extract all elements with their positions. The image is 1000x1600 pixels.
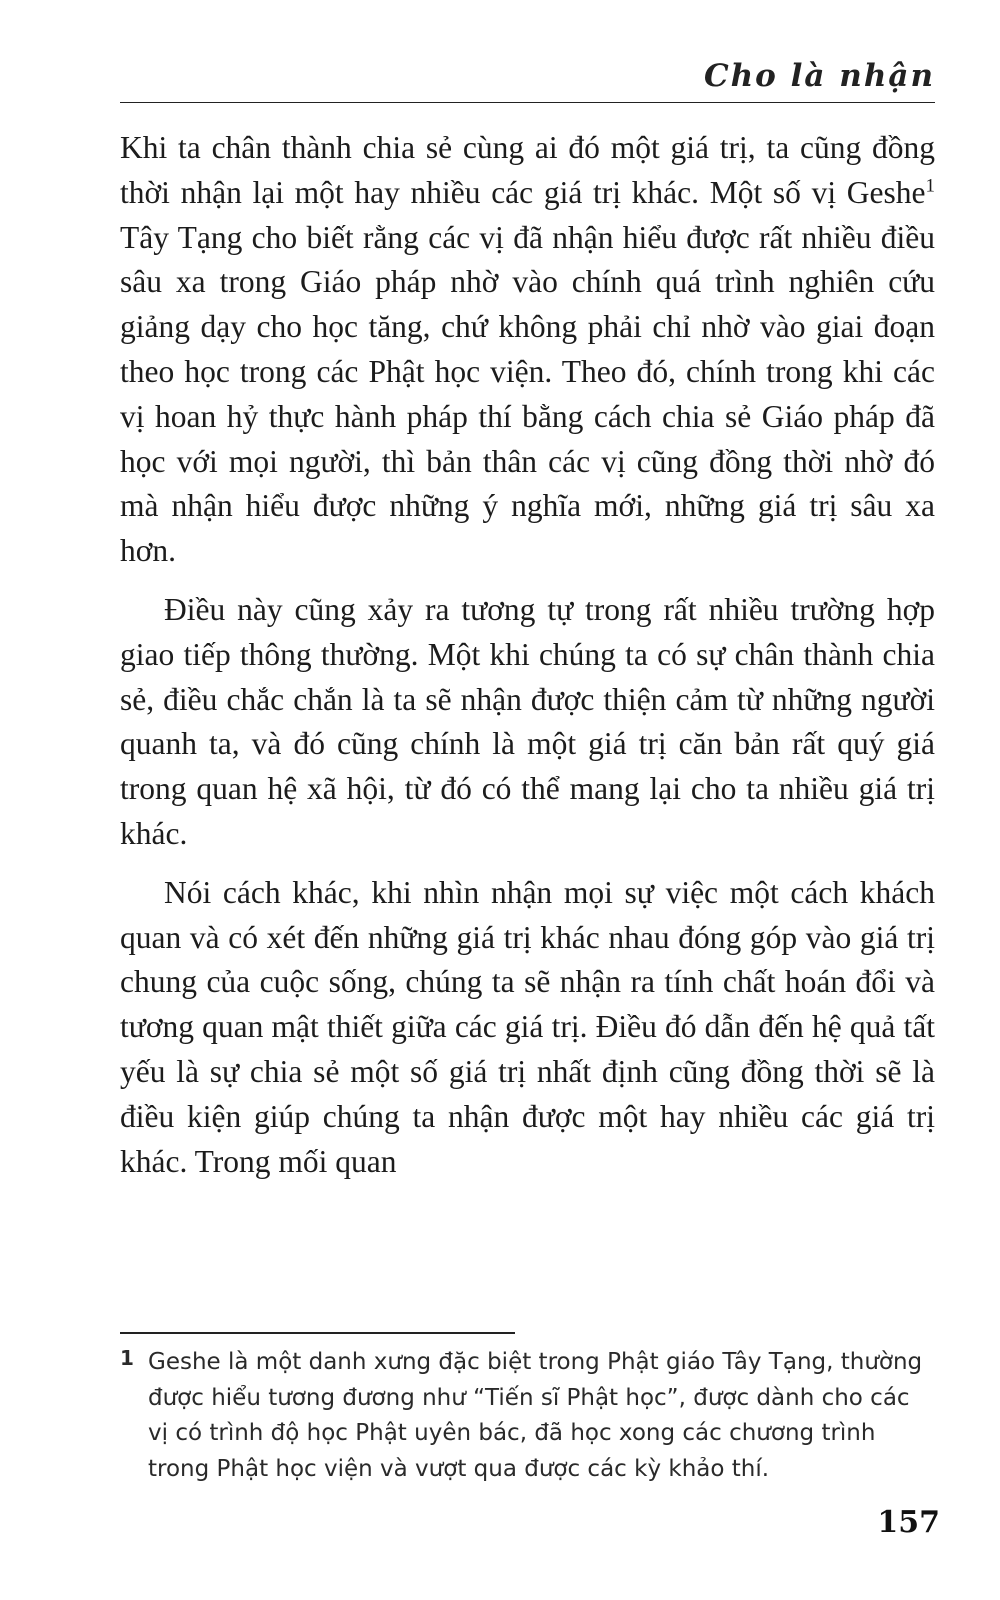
- footnote-reference: 1: [925, 175, 935, 197]
- paragraph-1-end: Tây Tạng cho biết rằng các vị đã nhận hiểu được rất nhiều điều sâu xa trong Giáo pháp nhờ vào chính quá trình nghiên cứu giảng dạy cho học tăng, chứ không phải chỉ nhờ vào giai đoạn theo học trong các Phật học viện. Theo đó, chính trong khi các vị hoan hỷ thực hành pháp thí bằng cách chia sẻ Giáo pháp đã học với mọi người, thì bản thân các vị cũng đồng thời nhờ đó mà nhận hiểu được những ý nghĩa mới, những giá trị sâu xa hơn.: [120, 219, 935, 569]
- paragraph-3: Nói cách khác, khi nhìn nhận mọi sự việc một cách khách quan và có xét đến những giá trị khác nhau đóng góp vào giá trị chung của cuộc sống, chúng ta sẽ nhận ra tính chất hoán đổi và tương quan mật thiết giữa các giá trị. Điều đó dẫn đến hệ quả tất yếu là sự chia sẻ một số giá trị nhất định cũng đồng thời sẽ là điều kiện giúp chúng ta nhận được một hay nhiều các giá trị khác. Trong mối quan: [120, 874, 935, 1179]
- footnote-divider: [120, 1332, 515, 1334]
- page-number: 157: [877, 1505, 940, 1540]
- main-text: [120, 126, 935, 1184]
- paragraph-2: Điều này cũng xảy ra tương tự trong rất nhiều trường hợp giao tiếp thông thường. Một khi chúng ta có sự chân thành chia sẻ, điều chắc chắn là ta sẽ nhận được thiện cảm từ những người quanh ta, và đó cũng chính là một giá trị căn bản rất quý giá trong quan hệ xã hội, từ đó có thể mang lại cho ta nhiều giá trị khác.: [120, 591, 935, 851]
- footnote-number: 1: [120, 1346, 134, 1370]
- paragraph-1: [120, 126, 935, 574]
- footnote: [120, 1345, 935, 1487]
- footnote-text: Geshe là một danh xưng đặc biệt trong Phật giáo Tây Tạng, thường được hiểu tương đương như “Tiến sĩ Phật học”, được dành cho các vị có trình độ học Phật uyên bác, đã học xong các chương trình trong Phật học viện và vượt qua được các kỳ khảo thí.: [148, 1349, 923, 1482]
- running-head-title: Cho là nhận: [120, 50, 935, 103]
- paragraph-1-start: Khi ta chân thành chia sẻ cùng ai đó một giá trị, ta cũng đồng thời nhận lại một hay nhiều các giá trị khác. Một số vị Geshe: [120, 130, 935, 210]
